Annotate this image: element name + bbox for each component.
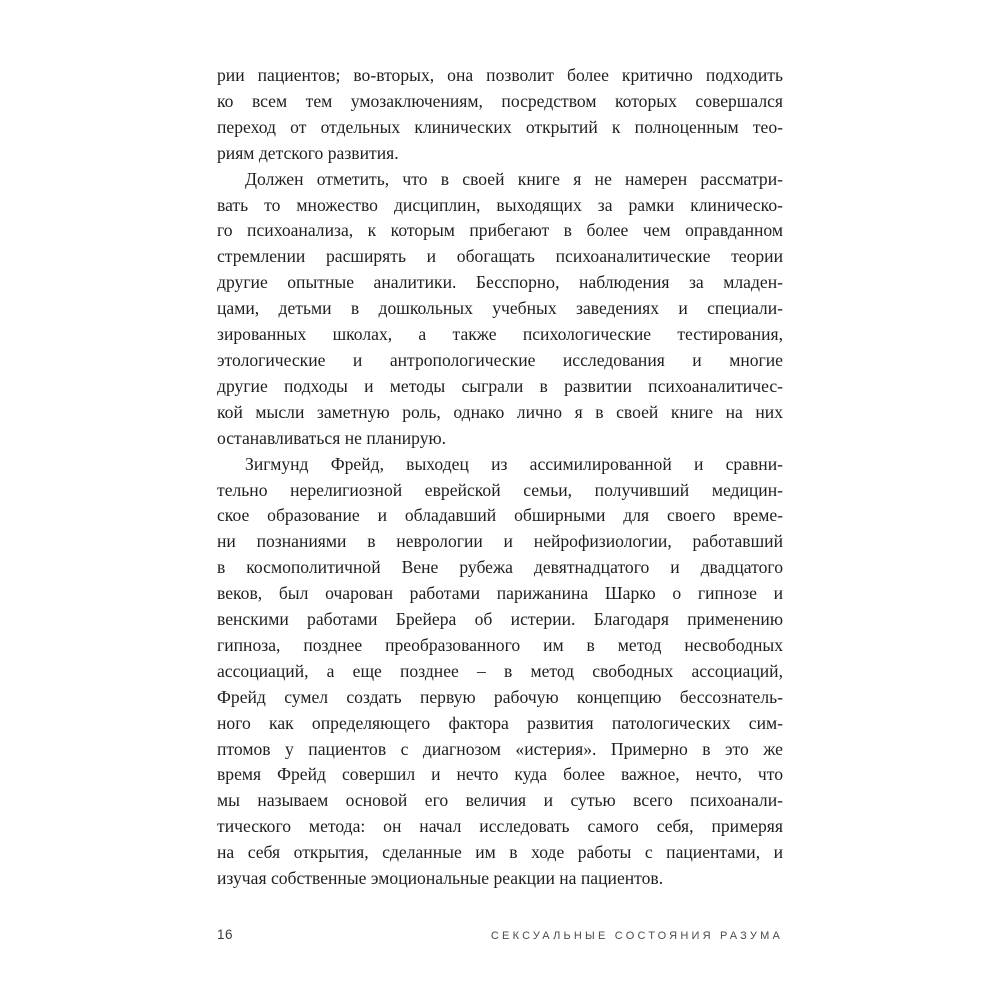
text-line: другие подходы и методы сыграли в развитии психоаналитичес- [217,375,783,396]
text-line: риям детского развития. [217,142,399,163]
text-line: веков, был очарован работами парижанина Шарко о гипнозе и [217,583,783,604]
text-line: цами, детьми в дошкольных учебных заведениях и специали- [217,298,783,319]
text-line: в космополитичной Вене рубежа девятнадцатого и двадцатого [217,557,783,578]
text-line: другие опытные аналитики. Бесспорно, наблюдения за младен- [217,272,783,293]
text-line: Должен отметить, что в своей книге я не намерен рассматри- [245,168,783,189]
text-line: переход от отдельных клинических открытий к полноценным тео- [217,116,783,137]
text-line: птомов у пациентов с диагнозом «истерия». Примерно в это же [217,738,783,759]
text-line: го психоанализа, к которым прибегают в более чем оправданном [217,220,783,241]
text-line: тического метода: он начал исследовать самого себя, примеряя [217,816,783,837]
text-line: изучая собственные эмоциональные реакции на пациентов. [217,868,664,889]
text-line: кой мысли заметную роль, однако лично я в своей книге на них [217,401,783,422]
text-line: стремлении расширять и обогащать психоаналитические теории [217,246,783,267]
page-number: 16 [217,927,234,942]
text-line: ного как определяющего фактора развития патологических сим- [217,712,783,733]
running-title: СЕКСУАЛЬНЫЕ СОСТОЯНИЯ РАЗУМА [490,930,783,942]
text-line: Фрейд сумел создать первую рабочую концепцию бессознатель- [217,686,783,707]
text-line: останавливаться не планирую. [217,427,447,448]
text-line: гипноза, позднее преобразованного им в метод несвободных [217,634,783,655]
text-line: время Фрейд совершил и нечто куда более важное, нечто, что [217,764,783,785]
text-line: ассоциаций, а еще позднее – в метод свободных ассоциаций, [217,660,783,681]
page-footer [217,927,783,942]
text-line: мы называем основой его величия и сутью всего психоанали- [217,790,783,811]
text-line: Зигмунд Фрейд, выходец из ассимилированной и сравни- [245,453,783,474]
text-block [217,63,783,892]
text-line: зированных школах, а также психологические тестирования, [217,324,783,345]
text-line: ни познаниями в неврологии и нейрофизиологии, работавший [217,531,783,552]
paragraph [217,452,783,892]
text-line: ко всем тем умозаключениям, посредством которых совершался [217,90,783,111]
paragraph [217,63,783,167]
text-line: на себя открытия, сделанные им в ходе работы с пациентами, и [217,842,783,863]
text-line: рии пациентов; во-вторых, она позволит более критично подходить [217,65,783,85]
text-line: тельно нерелигиозной еврейской семьи, получивший медицин- [217,479,783,500]
text-line: венскими работами Брейера об истерии. Благодаря применению [217,609,783,630]
text-line: ское образование и обладавший обширными для своего време- [217,505,783,526]
text-line: этологические и антропологические исследования и многие [217,349,783,370]
paragraph [217,167,783,452]
text-line: вать то множество дисциплин, выходящих за рамки клиническо- [217,194,783,215]
